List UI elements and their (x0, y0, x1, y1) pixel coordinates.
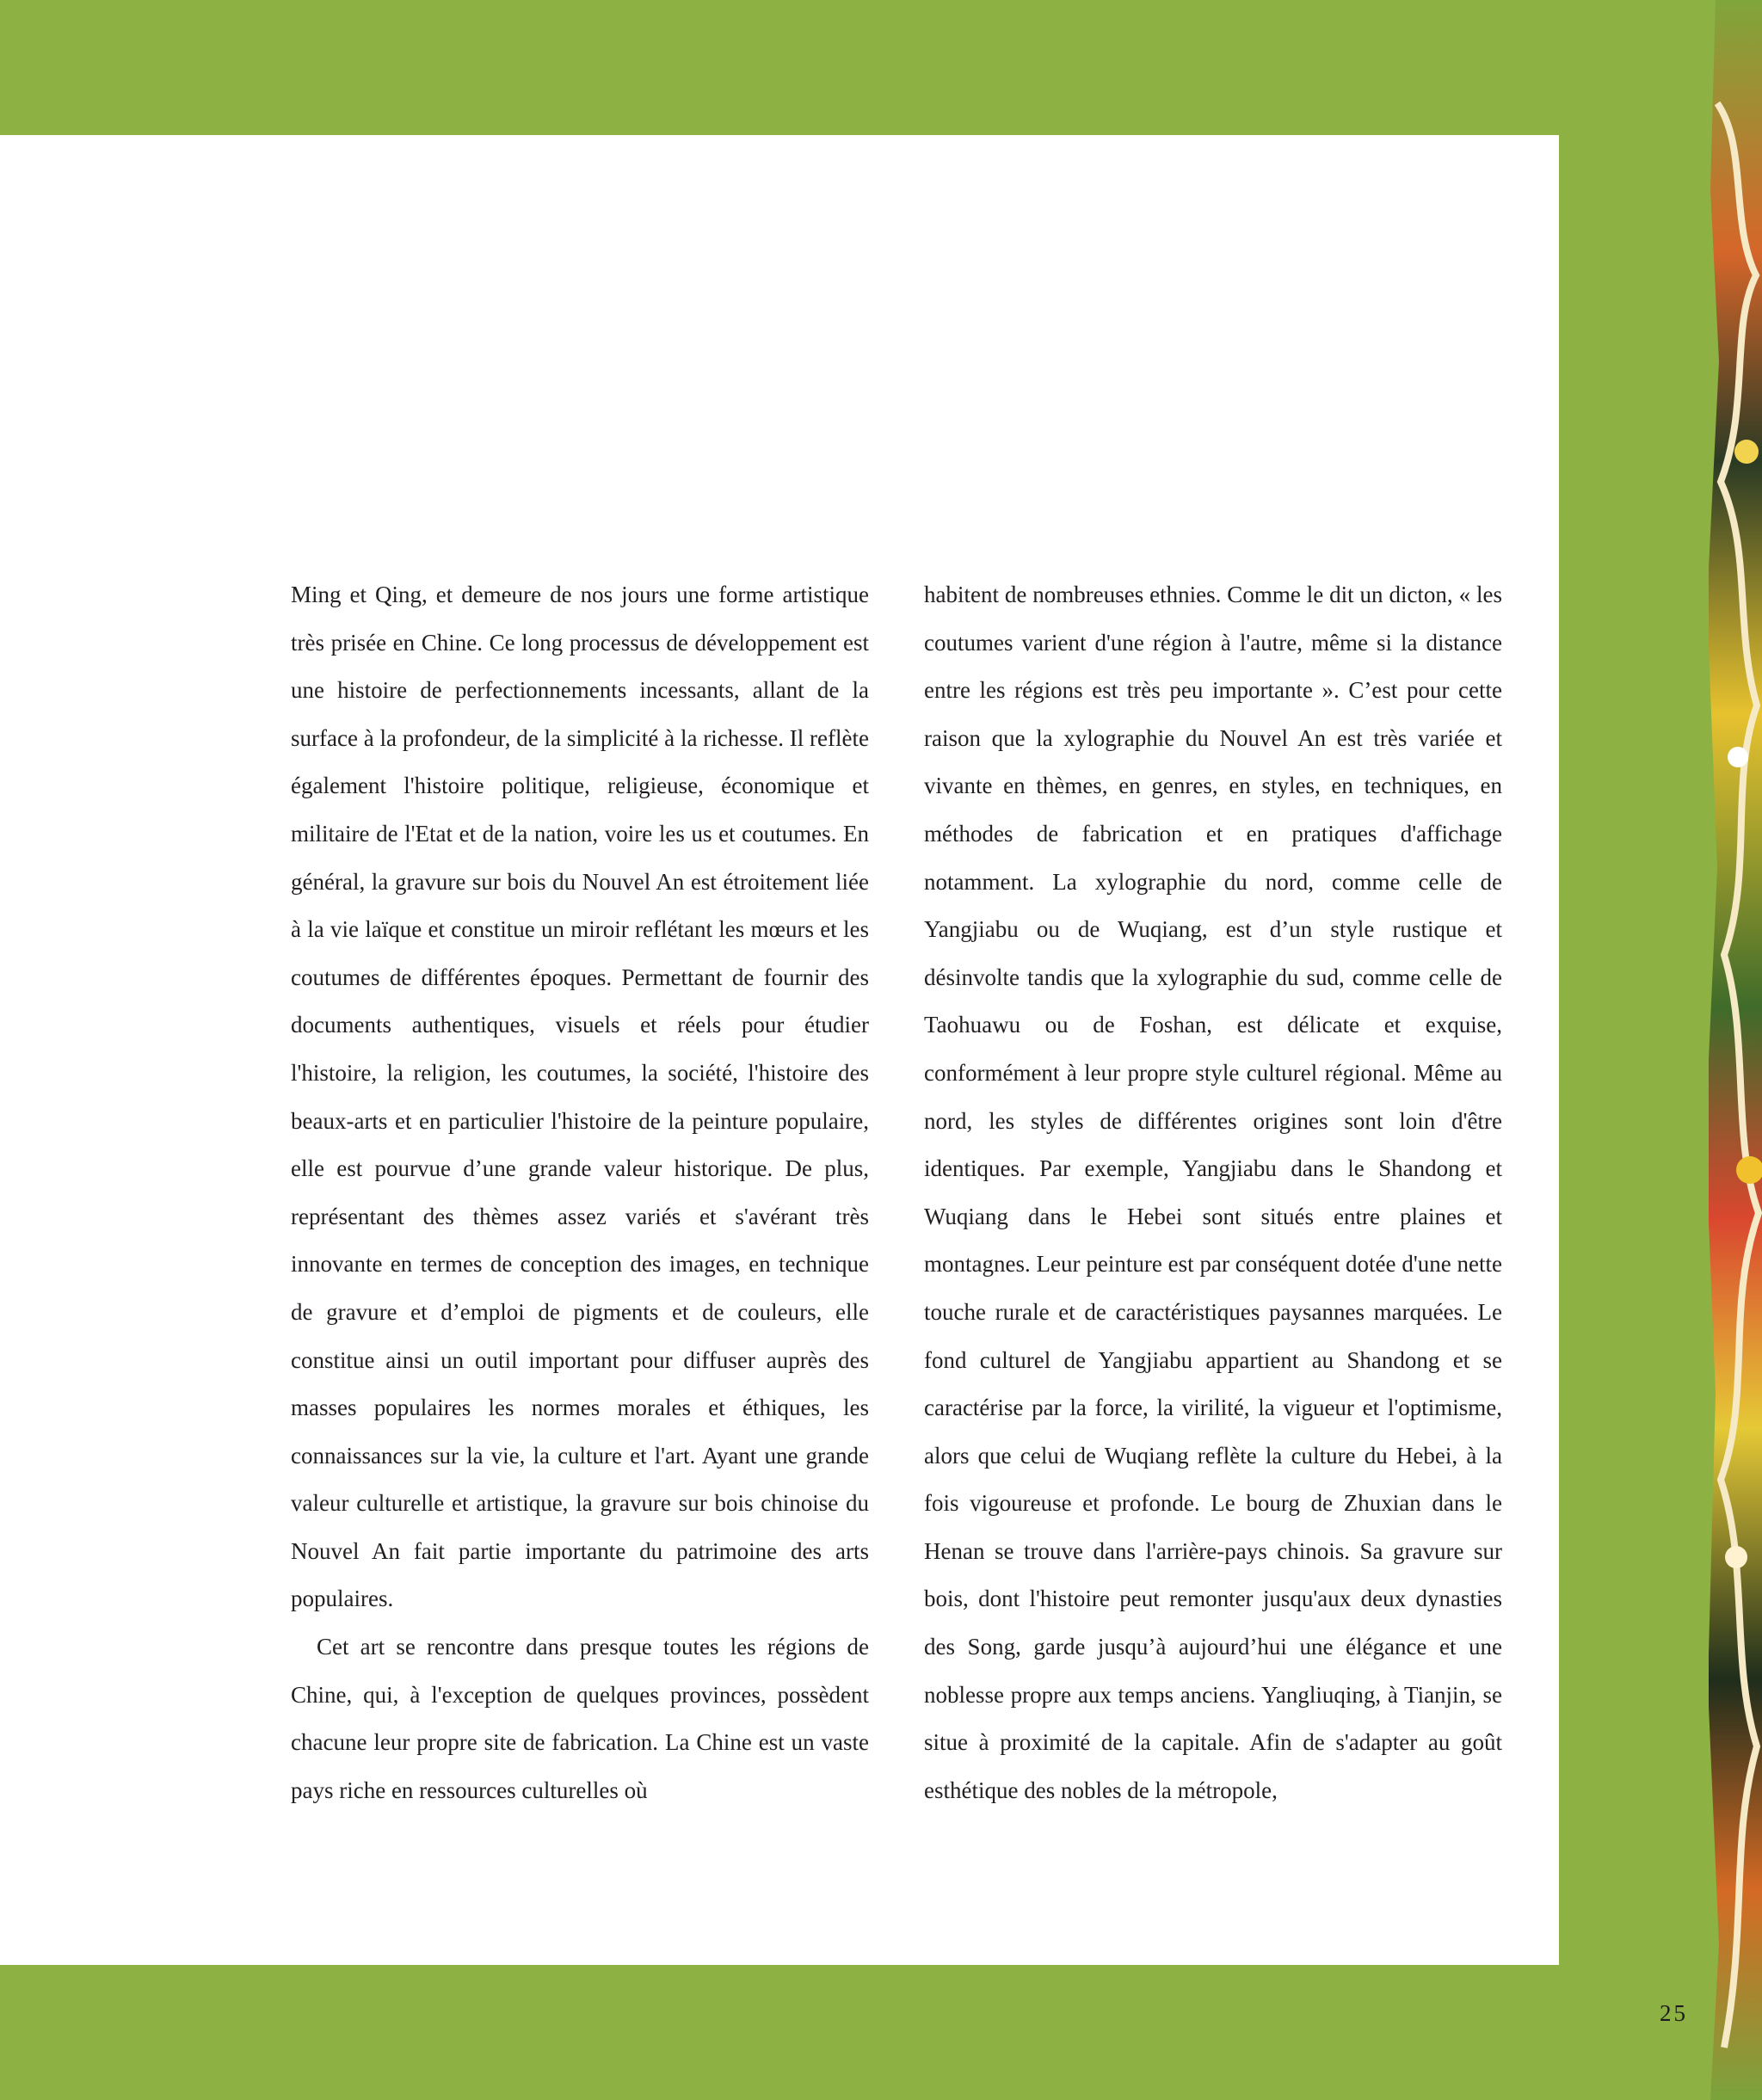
page-number: 25 (1660, 2000, 1688, 2026)
paragraph: Cet art se rencontre dans presque toutes les régions de Chine, qui, à l'exception de quelques provinces, possèdent chacune leur propre site de fabrication. La Chine est un vaste pays riche en ressources culturelles où (291, 1634, 869, 1803)
paragraph: Ming et Qing, et demeure de nos jours une forme artistique très prisée en Chine. Ce long processus de développement est une histoire de perfectionnements incessants, allant de la surface à la profondeur, de la simplicité à la richesse. Il reflète également l'histoire politique, religieuse, économique et militaire de l'Etat et de la nation, voire les us et coutumes. En général, la gravure sur bois du Nouvel An est étroitement liée à la vie laïque et constitue un miroir reflétant les mœurs et les coutumes de différentes époques. Permettant de fournir des documents authentiques, visuels et réels pour étudier l'histoire, la religion, les coutumes, la société, l'histoire des beaux-arts et en particulier l'histoire de la peinture populaire, elle est pourvue d’une grande valeur historique. De plus, représentant des thèmes assez variés et s'avérant très innovante en termes de conception des images, en technique de gravure et d’emploi de pigments et de couleurs, elle constitue ainsi un outil important pour diffuser auprès des masses populaires les normes morales et éthiques, les connaissances sur la vie, la culture et l'art. Ayant une grande valeur culturelle et artistique, la gravure sur bois chinoise du Nouvel An fait partie importante du patrimoine des arts populaires. (291, 582, 869, 1612)
decorative-painting-strip (1700, 0, 1762, 2100)
paragraph: habitent de nombreuses ethnies. Comme le dit un dicton, « les coutumes varient d'une région à l'autre, même si la distance entre les régions est très peu importante ». C’est pour cette raison que la xylographie du Nouvel An est très variée et vivante en thèmes, en genres, en styles, en techniques, en méthodes de fabrication et en pratiques d'affichage notamment. La xylographie du nord, comme celle de Yangjiabu ou de Wuqiang, est d’un style rustique et désinvolte tandis que la xylographie du sud, comme celle de Taohuawu ou de Foshan, est délicate et exquise, conformément à leur propre style culturel régional. Même au nord, les styles de différentes origines sont loin d'être identiques. Par exemple, Yangjiabu dans le Shandong et Wuqiang dans le Hebei sont situés entre plaines et montagnes. Leur peinture est par conséquent dotée d'une nette touche rurale et de caractéristiques paysannes marquées. Le fond culturel de Yangjiabu appartient au Shandong et se caractérise par la force, la virilité, la vigueur et l'optimisme, alors que celui de Wuqiang reflète la culture du Hebei, à la fois vigoureuse et profonde. Le bourg de Zhuxian dans le Henan se trouve dans l'arrière-pays chinois. Sa gravure sur bois, dont l'histoire peut remonter jusqu'aux deux dynasties des Song, garde jusqu’à aujourd’hui une élégance et une noblesse propre aux temps anciens. Yangliuqing, à Tianjin, se situe à proximité de la capitale. Afin de s'adapter au goût esthétique des nobles de la métropole, (924, 582, 1502, 1803)
text-column-right (924, 571, 1502, 1814)
text-column-left (291, 571, 869, 1814)
